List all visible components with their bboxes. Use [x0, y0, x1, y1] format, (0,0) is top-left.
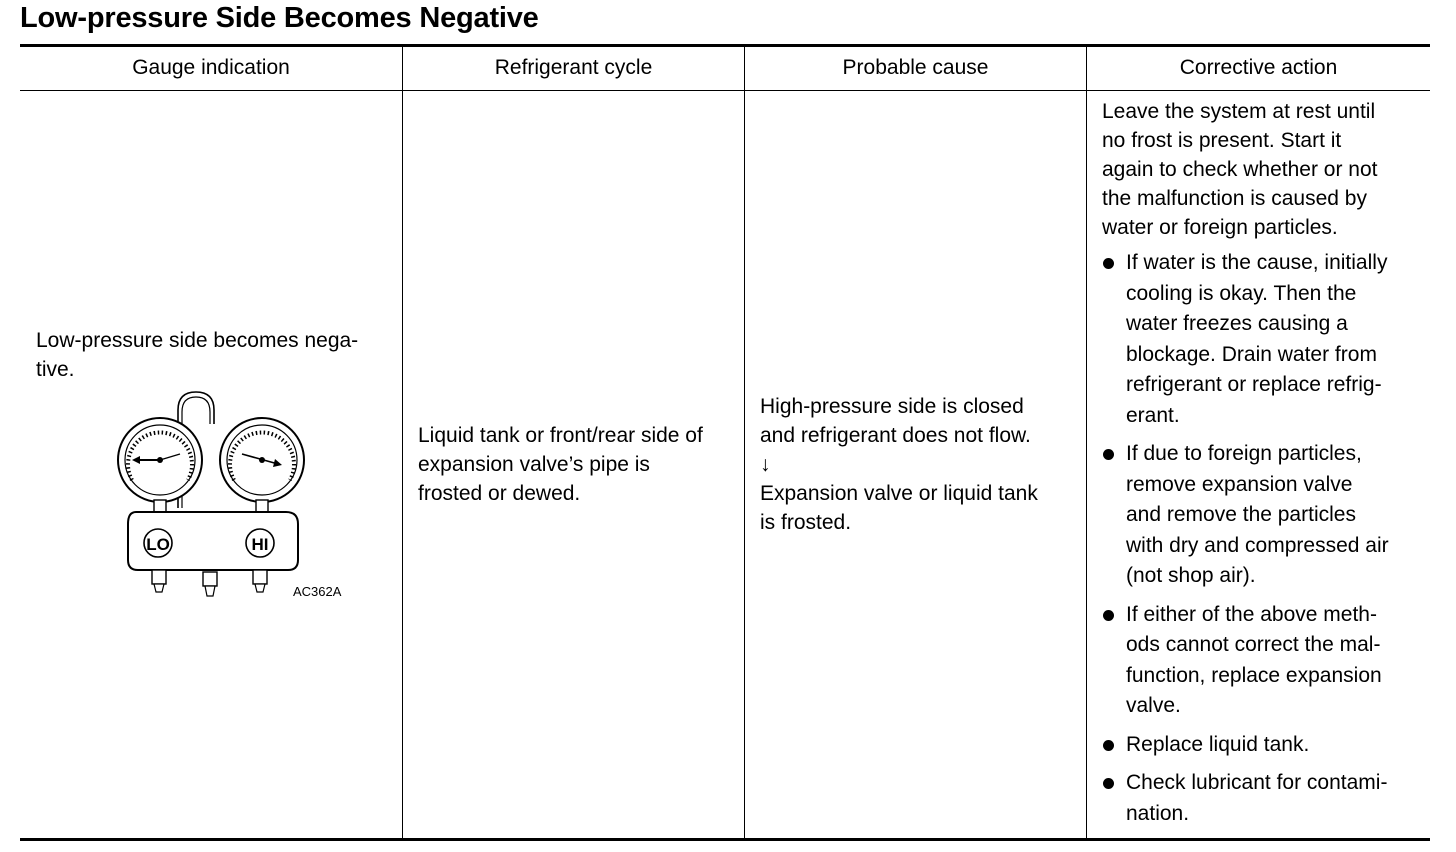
text-line: erant. [1126, 403, 1180, 427]
header-gauge-indication: Gauge indication [132, 56, 290, 79]
text-line: water or foreign particles. [1102, 216, 1338, 239]
bullet-icon [1103, 778, 1114, 789]
list-item [1102, 600, 1422, 722]
text-line: If due to foreign particles, [1126, 442, 1362, 465]
lo-label: LO [146, 535, 170, 554]
text-line: nation. [1126, 801, 1190, 825]
arrow-down-icon: ↓ [760, 453, 771, 476]
list-item [1102, 248, 1422, 431]
list-item [1102, 439, 1422, 592]
manifold-gauge-illustration [110, 388, 370, 606]
text-line: and refrigerant does not flow. [760, 424, 1031, 447]
hi-label: HI [251, 535, 269, 554]
text-line: remove expansion valve [1126, 472, 1353, 496]
table-header-rule [20, 90, 1430, 91]
text-line: Liquid tank or front/rear side of [418, 424, 703, 447]
text-line: refrigerant or replace refrig- [1126, 373, 1382, 396]
probable-cause-text [760, 392, 1038, 537]
header-refrigerant-cycle: Refrigerant cycle [494, 56, 653, 79]
list-item [1102, 730, 1422, 761]
bullet-icon [1103, 449, 1114, 460]
header-probable-cause: Probable cause [842, 56, 989, 79]
low-pressure-gauge-icon [118, 418, 202, 512]
corrective-action-intro [1102, 97, 1422, 242]
text-line: function, replace expansion [1126, 663, 1382, 687]
text-line: again to check whether or not [1102, 158, 1378, 181]
column-divider [402, 47, 403, 838]
bullet-icon [1103, 610, 1114, 621]
text-line: Replace liquid tank. [1126, 732, 1310, 756]
refrigerant-cycle-text [418, 421, 703, 508]
text-line: ods cannot correct the mal- [1126, 633, 1381, 656]
text-line: no frost is present. Start it [1102, 129, 1342, 152]
bullet-icon [1103, 258, 1114, 269]
text-line: High-pressure side is closed [760, 395, 1024, 418]
text-line: cooling is okay. Then the [1126, 281, 1357, 305]
high-pressure-gauge-icon [220, 418, 304, 512]
page-title: Low-pressure Side Becomes Negative [20, 2, 539, 34]
header-corrective-action: Corrective action [1179, 56, 1338, 79]
text-line: Leave the system at rest until [1102, 100, 1376, 123]
manifold-body-icon [128, 512, 298, 596]
text-line: and remove the particles [1126, 503, 1356, 526]
text-line: expansion valve’s pipe is [418, 453, 650, 476]
text-line: tive. [36, 358, 75, 381]
figure-id-label: AC362A [293, 584, 342, 599]
text-line: the malfunction is caused by [1102, 187, 1367, 210]
text-line: Expansion valve or liquid tank [760, 482, 1038, 505]
column-divider [744, 47, 745, 838]
text-line: frosted or dewed. [418, 482, 581, 505]
corrective-action-list [1102, 248, 1422, 829]
text-line: Low-pressure side becomes nega- [36, 329, 359, 352]
column-divider [1086, 47, 1087, 838]
bullet-icon [1103, 740, 1114, 751]
text-line: (not shop air). [1126, 564, 1256, 587]
text-line: with dry and compressed air [1126, 533, 1389, 557]
text-line: blockage. Drain water from [1126, 342, 1377, 366]
text-line: If either of the above meth- [1126, 602, 1377, 626]
text-line: valve. [1126, 694, 1181, 717]
text-line: is frosted. [760, 511, 852, 534]
text-line: water freezes causing a [1126, 312, 1348, 335]
table-bottom-rule [20, 838, 1430, 841]
text-line: If water is the cause, initially [1126, 251, 1388, 274]
text-line: Check lubricant for contami- [1126, 771, 1388, 794]
table-top-rule [20, 44, 1430, 47]
gauge-indication-text [36, 326, 358, 384]
corrective-action-cell [1102, 97, 1422, 837]
list-item [1102, 768, 1422, 829]
